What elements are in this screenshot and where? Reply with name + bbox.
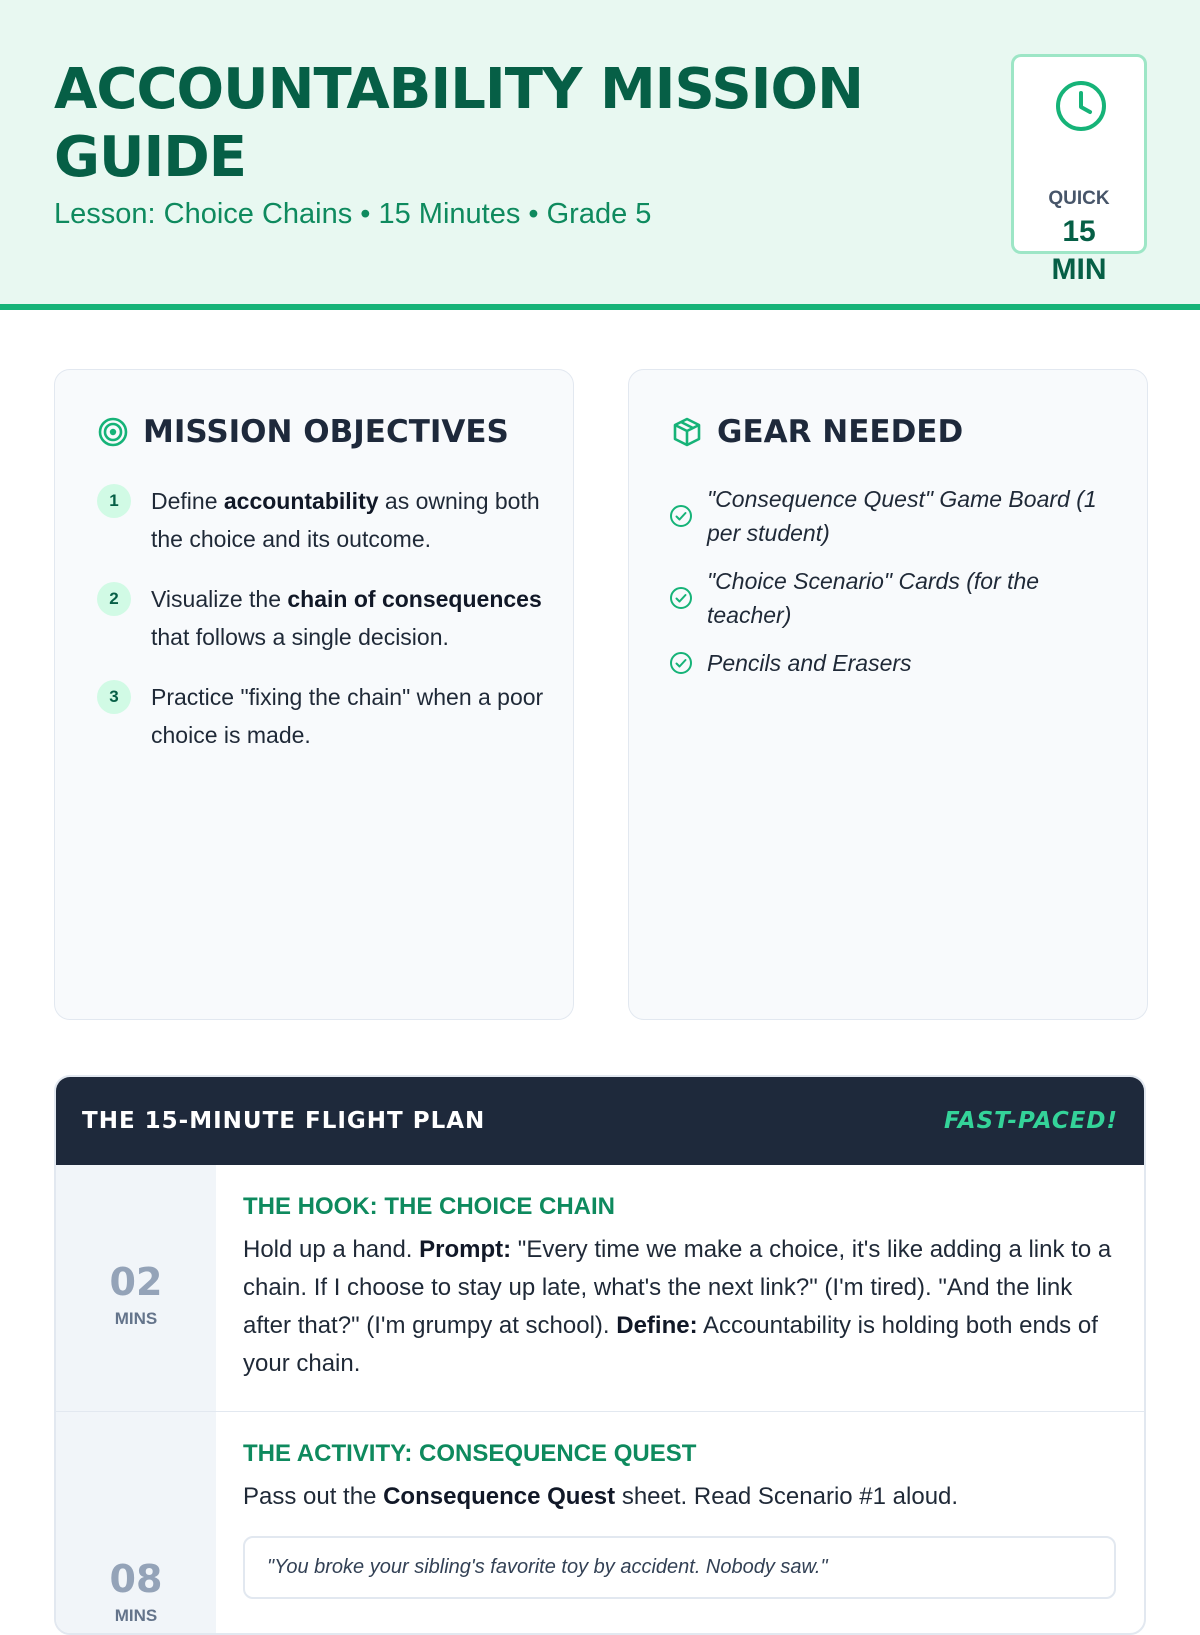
badge-value: 15	[1062, 215, 1096, 248]
header	[0, 0, 1200, 310]
objective-item	[97, 482, 553, 558]
target-icon	[97, 416, 129, 448]
step-text: Pass out the Consequence Quest sheet. Read Scenario #1 aloud.	[243, 1483, 959, 1510]
page-title: ACCOUNTABILITY MISSION GUIDE	[54, 57, 863, 190]
step-text: Hold up a hand. Prompt: "Every time we make a choice, it's like adding a link to a chain. If I choose to stay up late, what's the next link?" (I'm tired). "And the link after that?" (I'm grumpy at school). Define: Accountability is holding both ends of your chain.	[243, 1236, 1112, 1377]
objective-item	[97, 678, 553, 754]
objective-number: 1	[97, 484, 131, 518]
gear-item-label: Pencils and Erasers	[707, 650, 912, 676]
objective-text: Define accountability as owning both the choice and its outcome.	[151, 488, 540, 552]
gear-card	[628, 369, 1148, 1020]
objective-number: 3	[97, 680, 131, 714]
step-title: THE HOOK: THE CHOICE CHAIN	[243, 1193, 615, 1220]
gear-title: GEAR NEEDED	[717, 414, 964, 450]
gear-item-label: "Choice Scenario" Cards (for the teacher)	[707, 568, 1040, 628]
lesson-subtitle: Lesson: Choice Chains • 15 Minutes • Grade 5	[54, 198, 652, 230]
objective-item	[97, 580, 553, 656]
objectives-heading	[97, 414, 509, 450]
step-duration	[56, 1412, 216, 1635]
plan-step	[56, 1412, 1144, 1635]
objectives-card	[54, 369, 574, 1020]
step-minutes: 08	[109, 1557, 163, 1601]
gear-heading	[671, 414, 963, 450]
gear-item	[669, 482, 1109, 550]
objective-text: Visualize the chain of consequences that follows a single decision.	[151, 586, 542, 650]
flight-plan-header	[56, 1077, 1144, 1165]
flight-plan-title: THE 15-MINUTE FLIGHT PLAN	[82, 1108, 486, 1134]
step-minutes-unit: MINS	[114, 1606, 158, 1625]
pace-tag: FAST-PACED!	[944, 1108, 1118, 1134]
box-icon	[671, 416, 703, 448]
check-circle-icon	[669, 651, 693, 675]
objectives-title: MISSION OBJECTIVES	[143, 414, 509, 450]
check-circle-icon	[669, 504, 693, 528]
step-title: THE ACTIVITY: CONSEQUENCE QUEST	[243, 1440, 697, 1467]
gear-list	[669, 482, 1109, 694]
badge-unit: MIN	[1051, 253, 1107, 286]
objective-number: 2	[97, 582, 131, 616]
scenario-quote: "You broke your sibling's favorite toy by accident. Nobody saw."	[243, 1536, 1116, 1599]
gear-item	[669, 564, 1109, 632]
gear-item-label: "Consequence Quest" Game Board (1 per student)	[707, 486, 1097, 546]
gear-item	[669, 646, 1109, 680]
clock-icon	[1054, 79, 1108, 133]
step-minutes-unit: MINS	[114, 1309, 158, 1328]
step-body	[216, 1412, 1144, 1635]
flight-plan	[54, 1075, 1146, 1635]
plan-step	[56, 1165, 1144, 1412]
objective-text: Practice "fixing the chain" when a poor choice is made.	[151, 684, 544, 748]
step-duration	[56, 1165, 216, 1411]
objectives-list	[97, 482, 553, 776]
step-minutes: 02	[109, 1260, 163, 1304]
duration-badge	[1011, 54, 1147, 286]
check-circle-icon	[669, 586, 693, 610]
badge-label: QUICK	[1048, 188, 1110, 209]
step-body	[216, 1165, 1144, 1411]
